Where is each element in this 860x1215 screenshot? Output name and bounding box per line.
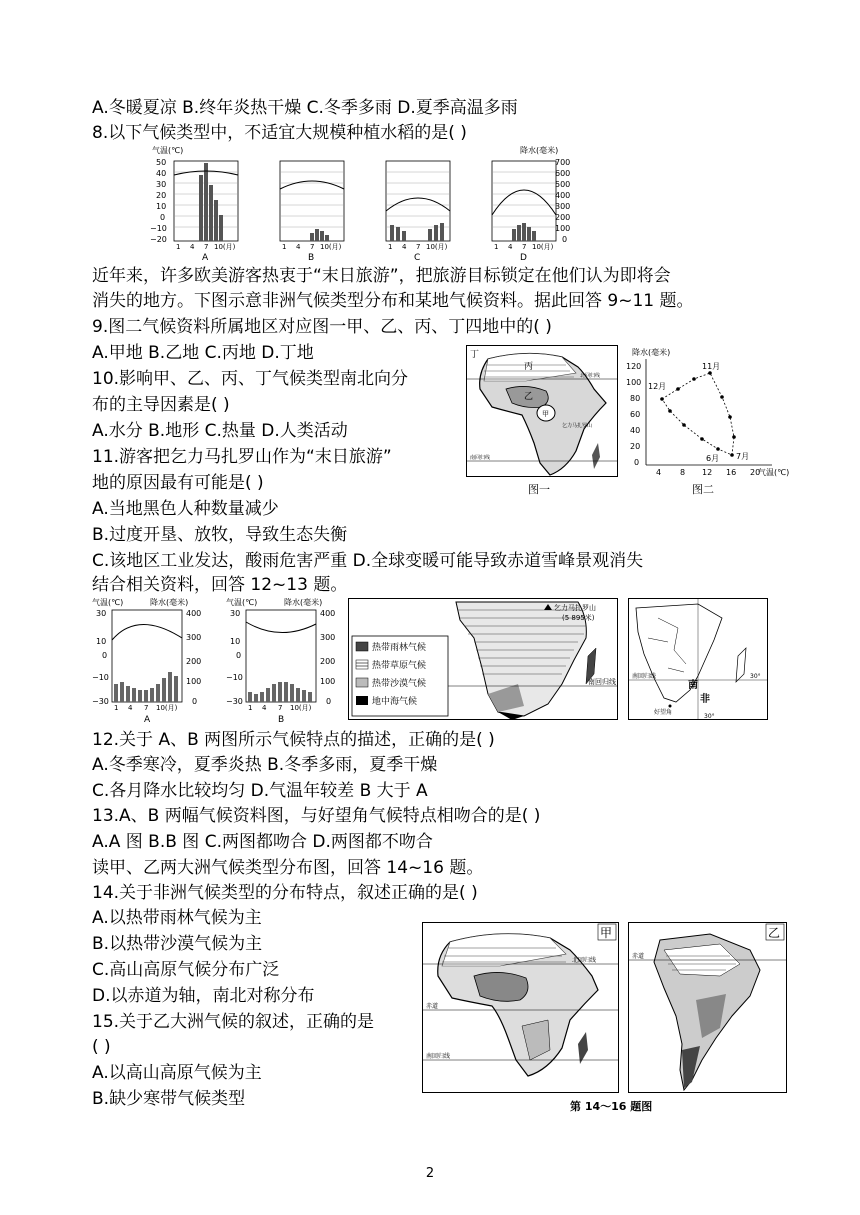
fig1-label-jia: 甲 bbox=[542, 410, 549, 418]
q13-stem: 13.A、B 两幅气候资料图，与好望角气候特点相吻合的是( ) bbox=[92, 806, 541, 826]
fig1-label-bing: 丙 bbox=[524, 362, 534, 372]
q8-stem: 8.以下气候类型中，不适宜大规模种植水稻的是( ) bbox=[92, 123, 467, 143]
svg-text:−30: −30 bbox=[226, 697, 243, 706]
fig2-caption: 图二 bbox=[692, 483, 714, 496]
svg-text:热带草原气候: 热带草原气候 bbox=[372, 661, 427, 671]
svg-text:4: 4 bbox=[508, 243, 513, 251]
q12-13-intro: 结合相关资料，回答 12~13 题。 bbox=[92, 575, 348, 595]
sa-map-fei: 非 bbox=[700, 694, 710, 705]
svg-text:0: 0 bbox=[236, 651, 242, 660]
sa-map-tropic-s: 南回归线 bbox=[632, 673, 657, 680]
svg-text:50: 50 bbox=[156, 158, 167, 167]
q8-left-ticks bbox=[150, 158, 167, 244]
q8-chart-d bbox=[492, 161, 556, 263]
q14-stem: 14.关于非洲气候类型的分布特点，叙述正确的是( ) bbox=[92, 883, 478, 903]
q12-options-ab: A.冬季寒冷，夏季炎热 B.冬季多雨，夏季干燥 bbox=[92, 755, 438, 775]
legend-map-kili: 乞力马扎罗山 bbox=[554, 604, 596, 612]
fig1-label-ding: 丁 bbox=[470, 350, 480, 360]
svg-text:300: 300 bbox=[320, 633, 336, 642]
fig1-label-yi: 乙 bbox=[524, 392, 534, 402]
svg-text:10(月): 10(月) bbox=[156, 704, 178, 712]
fig1-kili: 乞力马扎罗山 bbox=[562, 423, 593, 429]
q7-options: A.冬暖夏凉 B.终年炎热干燥 C.冬季多雨 D.夏季高温多雨 bbox=[92, 98, 518, 118]
svg-text:7: 7 bbox=[522, 243, 527, 251]
sa-map-nan: 南 bbox=[688, 680, 698, 691]
svg-text:200: 200 bbox=[555, 213, 571, 222]
svg-text:降水(毫米): 降水(毫米) bbox=[150, 598, 189, 607]
fig1-africa-map bbox=[466, 345, 618, 495]
svg-text:4: 4 bbox=[402, 243, 407, 251]
svg-text:4: 4 bbox=[128, 704, 133, 712]
svg-text:40: 40 bbox=[630, 426, 641, 435]
svg-text:7: 7 bbox=[310, 243, 315, 251]
southern-africa-map bbox=[628, 598, 768, 720]
svg-text:−30: −30 bbox=[92, 697, 109, 706]
q15-option-a: A.以高山高原气候为主 bbox=[92, 1063, 262, 1083]
svg-text:−20: −20 bbox=[150, 235, 167, 244]
q12-chart-b bbox=[226, 609, 335, 725]
q8-label-a: A bbox=[202, 253, 209, 263]
svg-text:1: 1 bbox=[282, 243, 287, 251]
q14-16-maps bbox=[420, 920, 790, 1116]
svg-text:1: 1 bbox=[114, 704, 119, 712]
svg-text:400: 400 bbox=[320, 609, 336, 618]
q12-stem: 12.关于 A、B 两图所示气候特点的描述，正确的是( ) bbox=[92, 730, 495, 750]
svg-text:400: 400 bbox=[555, 191, 571, 200]
q14-map-tropic-s: 南回归线 bbox=[426, 1053, 451, 1060]
svg-text:1: 1 bbox=[494, 243, 499, 251]
svg-text:4: 4 bbox=[190, 243, 195, 251]
q9-stem: 9.图二气候资料所属地区对应图一甲、乙、丙、丁四地中的( ) bbox=[92, 317, 552, 337]
q15-paren: ( ) bbox=[92, 1037, 111, 1057]
legend-item-savanna bbox=[356, 659, 426, 671]
q12-options-cd: C.各月降水比较均匀 D.气温年较差 B 大于 A bbox=[92, 781, 428, 801]
q10-stem-2: 布的主导因素是( ) bbox=[92, 395, 230, 415]
q14-map-jia: 甲 bbox=[600, 926, 613, 940]
q14-map-yi: 乙 bbox=[768, 926, 781, 940]
q14-option-c: C.高山高原气候分布广泛 bbox=[92, 960, 280, 980]
svg-text:10: 10 bbox=[230, 637, 241, 646]
svg-text:200: 200 bbox=[186, 657, 202, 666]
q13-options: A.A 图 B.B 图 C.两图都吻合 D.两图都不吻合 bbox=[92, 832, 433, 852]
svg-text:30: 30 bbox=[230, 609, 241, 618]
q10-options: A.水分 B.地形 C.热量 D.人类活动 bbox=[92, 421, 348, 441]
svg-text:1: 1 bbox=[388, 243, 393, 251]
sa-map-deg30: 30° bbox=[750, 673, 761, 680]
q11-option-b: B.过度开垦、放牧，导致生态失衡 bbox=[92, 525, 348, 545]
q11-option-cd: C.该地区工业发达，酸雨危害严重 D.全球变暖可能导致赤道雪峰景观消失 bbox=[92, 551, 644, 571]
svg-text:700: 700 bbox=[555, 158, 571, 167]
svg-text:80: 80 bbox=[630, 394, 641, 403]
svg-text:100: 100 bbox=[555, 224, 571, 233]
q14-16-intro: 读甲、乙两大洲气候类型分布图，回答 14~16 题。 bbox=[92, 858, 484, 878]
q15-option-b: B.缺少寒带气候类型 bbox=[92, 1089, 246, 1109]
svg-text:7: 7 bbox=[204, 243, 209, 251]
q10-stem-1: 10.影响甲、乙、丙、丁气候类型南北向分 bbox=[92, 369, 409, 389]
svg-text:7: 7 bbox=[416, 243, 421, 251]
africa-climate-legend-map bbox=[348, 598, 618, 720]
svg-text:10: 10 bbox=[96, 637, 107, 646]
svg-text:1: 1 bbox=[248, 704, 253, 712]
svg-text:10(月): 10(月) bbox=[532, 243, 554, 251]
svg-text:20: 20 bbox=[750, 468, 761, 477]
svg-text:60: 60 bbox=[630, 410, 641, 419]
svg-text:16: 16 bbox=[726, 468, 737, 477]
svg-text:10: 10 bbox=[156, 202, 167, 211]
svg-text:降水(毫米): 降水(毫米) bbox=[284, 598, 323, 607]
svg-text:7: 7 bbox=[144, 704, 149, 712]
svg-text:200: 200 bbox=[320, 657, 336, 666]
q12-chart-a bbox=[92, 609, 201, 725]
svg-text:400: 400 bbox=[186, 609, 202, 618]
svg-text:4: 4 bbox=[262, 704, 267, 712]
svg-text:气温(℃): 气温(℃) bbox=[92, 598, 124, 607]
q14-map-equator-2: 赤道 bbox=[632, 953, 645, 960]
svg-text:热带雨林气候: 热带雨林气候 bbox=[372, 643, 427, 653]
legend-map-kili-height: (5 895米) bbox=[562, 614, 595, 622]
legend-item-rainforest bbox=[356, 641, 426, 653]
q12-label-b: B bbox=[278, 715, 285, 725]
svg-text:4: 4 bbox=[656, 468, 662, 477]
svg-text:−10: −10 bbox=[150, 224, 167, 233]
svg-text:600: 600 bbox=[555, 169, 571, 178]
q11-stem-2: 地的原因最有可能是( ) bbox=[92, 473, 264, 493]
q12-climate-charts bbox=[92, 596, 346, 726]
q8-chart-b bbox=[280, 161, 344, 263]
q14-option-b: B.以热带沙漠气候为主 bbox=[92, 934, 263, 954]
sa-map-deg30-bottom: 30° bbox=[704, 713, 715, 720]
svg-text:4: 4 bbox=[296, 243, 301, 251]
svg-text:−10: −10 bbox=[226, 673, 243, 682]
q8-chart-c bbox=[386, 161, 450, 263]
q9-options: A.甲地 B.乙地 C.丙地 D.丁地 bbox=[92, 343, 314, 363]
svg-text:0: 0 bbox=[326, 697, 332, 706]
fig1-tropic-n: 北回归线 bbox=[580, 373, 601, 379]
fig2-climate-scatter bbox=[622, 345, 790, 496]
svg-text:20: 20 bbox=[630, 442, 641, 451]
q12-label-a: A bbox=[144, 715, 151, 725]
passage-line-2: 消失的地方。下图示意非洲气候类型分布和某地气候资料。据此回答 9~11 题。 bbox=[92, 291, 694, 311]
svg-text:30: 30 bbox=[96, 609, 107, 618]
svg-text:0: 0 bbox=[102, 651, 108, 660]
fig2-x-title: 气温(℃) bbox=[758, 468, 790, 477]
svg-text:300: 300 bbox=[555, 202, 571, 211]
q14-option-a: A.以热带雨林气候为主 bbox=[92, 908, 262, 928]
svg-text:500: 500 bbox=[555, 180, 571, 189]
fig2-label-12: 12月 bbox=[648, 382, 667, 391]
page-number: 2 bbox=[425, 1166, 435, 1181]
svg-text:8: 8 bbox=[680, 468, 686, 477]
fig1-caption: 图一 bbox=[528, 483, 550, 496]
svg-text:100: 100 bbox=[626, 378, 642, 387]
fig2-label-7: 7月 bbox=[736, 452, 750, 461]
q14-option-d: D.以赤道为轴，南北对称分布 bbox=[92, 986, 315, 1006]
svg-text:12: 12 bbox=[702, 468, 713, 477]
q14-maps-caption: 第 14～16 题图 bbox=[570, 1100, 653, 1113]
svg-text:10(月): 10(月) bbox=[214, 243, 236, 251]
legend-map-tropic-s: 南回归线 bbox=[588, 678, 616, 686]
svg-text:100: 100 bbox=[320, 677, 336, 686]
q8-label-d: D bbox=[520, 253, 527, 263]
svg-text:气温(℃): 气温(℃) bbox=[226, 598, 258, 607]
legend-item-desert bbox=[356, 677, 426, 689]
q11-stem-1: 11.游客把乞力马扎罗山作为“末日旅游” bbox=[92, 447, 392, 467]
svg-text:10(月): 10(月) bbox=[426, 243, 448, 251]
svg-text:地中海气候: 地中海气候 bbox=[372, 697, 418, 707]
q14-map-tropic-n: 北回归线 bbox=[572, 957, 597, 964]
q8-climate-charts bbox=[150, 145, 580, 263]
svg-text:7: 7 bbox=[278, 704, 283, 712]
fig2-y-title: 降水(毫米) bbox=[632, 348, 671, 357]
q8-chart-a bbox=[174, 161, 238, 263]
svg-text:100: 100 bbox=[186, 677, 202, 686]
q8-right-ticks bbox=[555, 158, 570, 244]
svg-text:10(月): 10(月) bbox=[290, 704, 312, 712]
svg-text:−10: −10 bbox=[92, 673, 109, 682]
svg-text:40: 40 bbox=[156, 169, 167, 178]
fig1-tropic-s: 南回归线 bbox=[470, 455, 491, 461]
svg-text:300: 300 bbox=[186, 633, 202, 642]
q14-map-equator: 赤道 bbox=[426, 1003, 439, 1010]
svg-text:0: 0 bbox=[634, 458, 640, 467]
q8-left-axis-title: 气温(℃) bbox=[152, 146, 184, 155]
svg-text:30: 30 bbox=[156, 180, 167, 189]
svg-text:0: 0 bbox=[192, 697, 198, 706]
passage-line-1: 近年来，许多欧美游客热衷于“末日旅游”，把旅游目标锁定在他们认为即将会 bbox=[92, 266, 671, 286]
svg-text:0: 0 bbox=[160, 213, 166, 222]
q15-stem: 15.关于乙大洲气候的叙述，正确的是 bbox=[92, 1012, 375, 1032]
svg-text:0: 0 bbox=[562, 235, 568, 244]
fig2-label-6: 6月 bbox=[706, 454, 720, 463]
svg-text:10(月): 10(月) bbox=[320, 243, 342, 251]
q11-option-a: A.当地黑色人种数量减少 bbox=[92, 499, 279, 519]
q8-label-c: C bbox=[414, 253, 421, 263]
svg-text:热带沙漠气候: 热带沙漠气候 bbox=[372, 679, 427, 689]
q8-label-b: B bbox=[308, 253, 315, 263]
svg-text:1: 1 bbox=[176, 243, 181, 251]
q8-right-axis-title: 降水(毫米) bbox=[520, 146, 559, 155]
fig2-label-11: 11月 bbox=[702, 362, 721, 371]
sa-map-cape: 好望角 bbox=[654, 709, 673, 716]
svg-text:20: 20 bbox=[156, 191, 167, 200]
svg-text:120: 120 bbox=[626, 362, 642, 371]
